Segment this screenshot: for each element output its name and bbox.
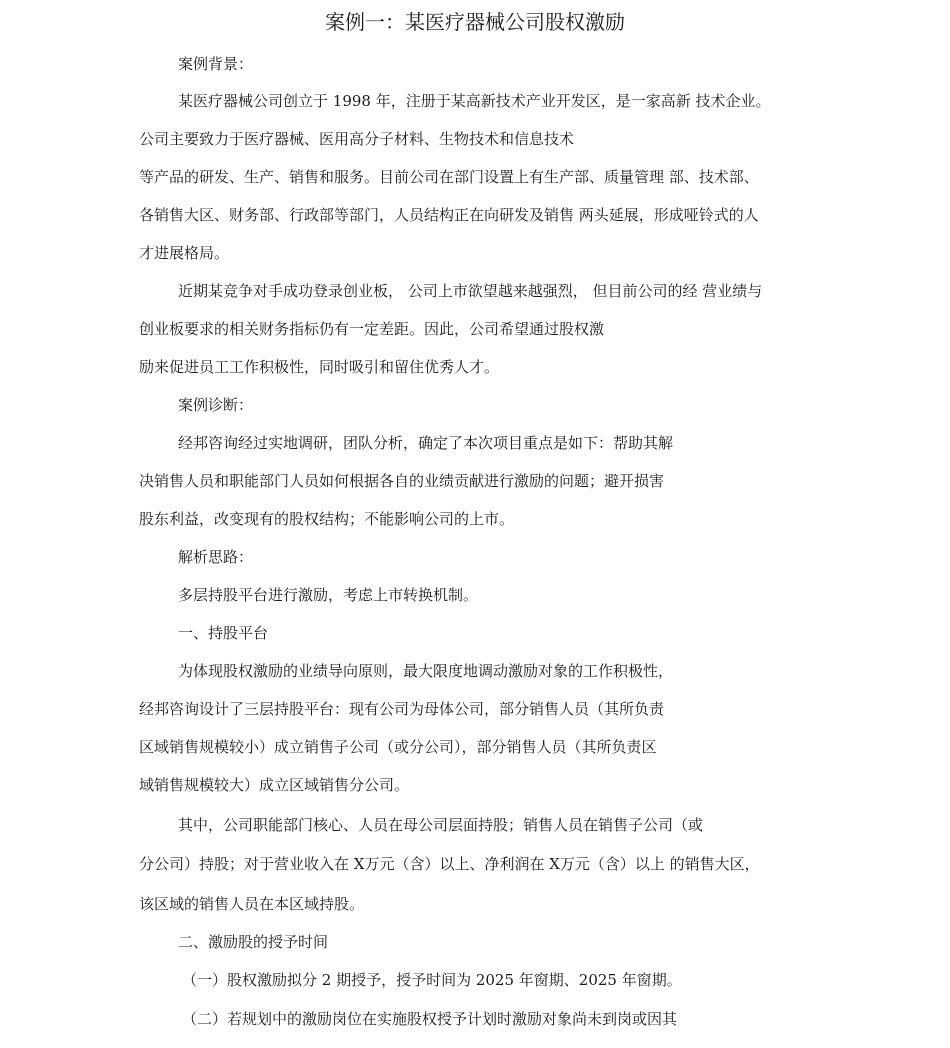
paragraph-line: 创业板要求的相关财务指标仍有一定差距。因此，公司希望通过股权激 bbox=[139, 320, 605, 338]
paragraph-line: 其中，公司职能部门核心、人员在母公司层面持股；销售人员在销售子公司（或 bbox=[178, 816, 704, 834]
paragraph-line: 某医疗器械公司创立于 1998 年，注册于某高新技术产业开发区，是一家高新 技术企业。 bbox=[178, 92, 771, 110]
document-title: 案例一：某医疗器械公司股权激励 bbox=[325, 10, 625, 34]
section-heading-background: 案例背景： bbox=[178, 55, 254, 73]
section-heading-analysis: 解析思路： bbox=[178, 548, 254, 566]
paragraph-line: 等产品的研发、生产、销售和服务。目前公司在部门设置上有生产部、质量管理 部、技术部、 bbox=[139, 168, 759, 186]
paragraph-line: 域销售规模较大）成立区域销售分公司。 bbox=[139, 776, 410, 794]
paragraph-line: 为体现股权激励的业绩导向原则，最大限度地调动激励对象的工作积极性， bbox=[178, 662, 674, 680]
paragraph-line: 各销售大区、财务部、行政部等部门，人员结构正在向研发及销售 两头延展，形成哑铃式的人 bbox=[139, 206, 759, 224]
paragraph-line: 股东利益，改变现有的股权结构；不能影响公司的上市。 bbox=[139, 510, 515, 528]
paragraph-line: 该区域的销售人员在本区域持股。 bbox=[139, 895, 365, 913]
paragraph-line: 经邦咨询经过实地调研，团队分析，确定了本次项目重点是如下：帮助其解 bbox=[178, 434, 674, 452]
paragraph-line: 才进展格局。 bbox=[139, 244, 230, 262]
paragraph-line: 近期某竞争对手成功登录创业板， 公司上市欲望越来越强烈， 但目前公司的经 营业绩与 bbox=[178, 282, 763, 300]
section-heading-diagnosis: 案例诊断： bbox=[178, 396, 254, 414]
paragraph-line: 区域销售规模较小）成立销售子公司（或分公司），部分销售人员（其所负责区 bbox=[139, 738, 657, 756]
section-heading-grant-time: 二、激励股的授予时间 bbox=[178, 933, 329, 951]
section-heading-platform: 一、持股平台 bbox=[178, 624, 269, 642]
paragraph-line: 多层持股平台进行激励，考虑上市转换机制。 bbox=[178, 586, 479, 604]
list-item: （一）股权激励拟分 2 期授予，授予时间为 2025 年窗期、2025 年窗期。 bbox=[182, 971, 682, 989]
paragraph-line: 经邦咨询设计了三层持股平台：现有公司为母体公司，部分销售人员（其所负责 bbox=[139, 700, 665, 718]
paragraph-line: 励来促进员工工作积极性，同时吸引和留住优秀人才。 bbox=[139, 358, 500, 376]
paragraph-line: 分公司）持股；对于营业收入在 X万元（含）以上、净利润在 X万元（含）以上 的销售大区， bbox=[139, 855, 760, 873]
paragraph-line: 决销售人员和职能部门人员如何根据各自的业绩贡献进行激励的问题；避开损害 bbox=[139, 472, 665, 490]
paragraph-line: 公司主要致力于医疗器械、医用高分子材料、生物技术和信息技术 bbox=[139, 130, 575, 148]
list-item: （二）若规划中的激励岗位在实施股权授予计划时激励对象尚未到岗或因其 bbox=[182, 1010, 678, 1028]
